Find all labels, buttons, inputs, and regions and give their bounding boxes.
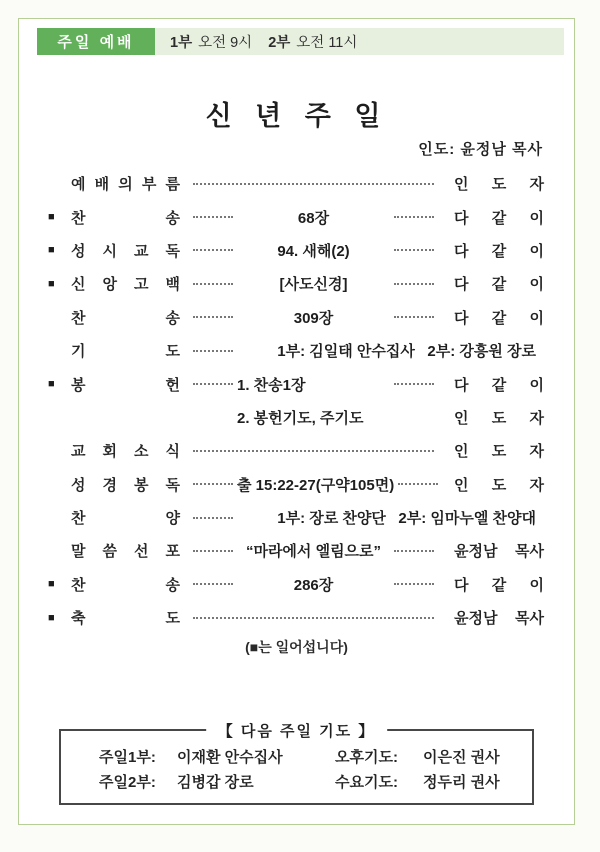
dotted-leader: [398, 483, 438, 485]
order-row: [19, 234, 574, 267]
order-item-value: 출 15:22-27(구약105면): [237, 476, 395, 494]
order-item-performer: 다 같 이: [454, 209, 544, 227]
prayer-person: 이재환 안수집사: [177, 749, 283, 767]
order-item-performer: 다 같 이: [454, 276, 544, 294]
dotted-leader: [193, 450, 434, 452]
stand-marker: ■: [48, 244, 55, 257]
order-item-performer: 인 도 자: [454, 476, 544, 494]
order-item-label: 기 도: [71, 343, 181, 361]
stand-marker: ■: [48, 578, 55, 591]
prayer-person: 이은진 권사: [423, 749, 500, 767]
order-item-performer: 다 같 이: [454, 309, 544, 327]
dotted-leader: [193, 316, 233, 318]
order-item-label: 신 앙 고 백: [71, 276, 181, 294]
dotted-leader: [193, 283, 233, 285]
stand-marker: ■: [48, 378, 55, 391]
order-row: [19, 367, 574, 400]
service-times: [155, 28, 564, 55]
order-row: [19, 434, 574, 467]
order-item-value: [사도신경]: [279, 276, 348, 294]
order-item-value: 68장: [297, 209, 330, 227]
next-week-prayer-title: 【 다음 주일 기도 】: [206, 720, 388, 741]
order-item-performer: 다 같 이: [454, 376, 544, 394]
order-item-value: 309장: [293, 309, 334, 327]
order-row: [19, 568, 574, 601]
order-item-label: 축 도: [71, 610, 181, 628]
order-row: [19, 501, 574, 534]
order-item-value: 286장: [293, 576, 334, 594]
service1-time: 오전 9시: [198, 35, 253, 51]
order-item-performer: 인 도 자: [454, 409, 544, 427]
service2-time: 오전 11시: [296, 35, 358, 51]
prayer-row: [61, 769, 532, 794]
dotted-leader: [394, 583, 434, 585]
prayer-slot-label: 주일2부:: [99, 774, 156, 792]
order-item-label: 찬 송: [71, 209, 181, 227]
dotted-leader: [394, 249, 434, 251]
worship-leader: 인도: 윤정남 목사: [418, 141, 543, 158]
dotted-leader: [394, 283, 434, 285]
order-item-value: 2. 봉헌기도, 주기도: [237, 409, 364, 427]
dotted-leader: [193, 617, 434, 619]
order-row: [19, 334, 574, 367]
order-item-performer: 다 같 이: [454, 242, 544, 260]
order-item-label: 찬 양: [71, 510, 181, 528]
next-week-prayer-box: [59, 723, 534, 805]
service1-number: 1부: [170, 35, 193, 51]
dotted-leader: [193, 550, 233, 552]
order-item-label: 찬 송: [71, 309, 181, 327]
order-item-value: 1. 찬송1장: [237, 376, 306, 394]
prayer-row: [61, 744, 532, 769]
prayer-slot-label: 오후기도:: [335, 749, 398, 767]
order-row: [19, 267, 574, 300]
stand-marker: ■: [48, 277, 55, 290]
prayer-person: 정두리 권사: [423, 774, 500, 792]
order-item-value: 1부: 장로 찬양단 2부: 임마누엘 찬양대: [277, 510, 536, 528]
service-title-badge: 주일 예배: [37, 28, 155, 55]
order-row: [19, 167, 574, 200]
order-item-value: 94. 새해(2): [277, 242, 350, 260]
dotted-leader: [193, 249, 233, 251]
dotted-leader: [193, 517, 233, 519]
order-of-worship: [19, 167, 574, 634]
order-item-value: 1부: 김일태 안수집사 2부: 강흥원 장로: [277, 343, 536, 361]
dotted-leader: [394, 216, 434, 218]
order-item-label: 찬 송: [71, 576, 181, 594]
prayer-slot-label: 수요기도:: [335, 774, 398, 792]
order-row: [19, 468, 574, 501]
bulletin-page: [18, 18, 575, 825]
service-header-bar: [37, 28, 564, 55]
order-item-performer: 인 도 자: [454, 176, 544, 194]
order-item-performer: 윤정남 목사: [454, 543, 544, 561]
stand-marker: ■: [48, 211, 55, 224]
order-row: [19, 534, 574, 567]
dotted-leader: [394, 316, 434, 318]
order-row: [19, 601, 574, 634]
order-item-label: 성 시 교 독: [71, 242, 181, 260]
order-item-label: 봉 헌: [71, 376, 181, 394]
dotted-leader: [193, 216, 233, 218]
dotted-leader: [193, 383, 233, 385]
order-item-performer: 인 도 자: [454, 443, 544, 461]
stand-marker: ■: [48, 611, 55, 624]
service2-number: 2부: [268, 35, 291, 51]
order-item-label: 성 경 봉 독: [71, 476, 181, 494]
order-row: [19, 301, 574, 334]
page-title: 신 년 주 일: [205, 101, 388, 131]
order-item-label: 교 회 소 식: [71, 443, 181, 461]
dotted-leader: [394, 383, 434, 385]
dotted-leader: [193, 183, 434, 185]
dotted-leader: [193, 483, 233, 485]
prayer-person: 김병갑 장로: [177, 774, 254, 792]
dotted-leader: [394, 550, 434, 552]
order-item-label: 예 배 의 부 름: [71, 176, 181, 194]
prayer-slot-label: 주일1부:: [99, 749, 156, 767]
dotted-leader: [193, 350, 233, 352]
order-item-performer: 다 같 이: [454, 576, 544, 594]
order-item-label: 말 씀 선 포: [71, 543, 181, 561]
order-row: [19, 200, 574, 233]
standing-note: (■는 일어섭니다): [245, 639, 348, 656]
order-item-performer: 윤정남 목사: [454, 610, 544, 628]
dotted-leader: [193, 583, 233, 585]
order-row: [19, 401, 574, 434]
order-item-value: “마라에서 엘림으로”: [245, 543, 382, 561]
